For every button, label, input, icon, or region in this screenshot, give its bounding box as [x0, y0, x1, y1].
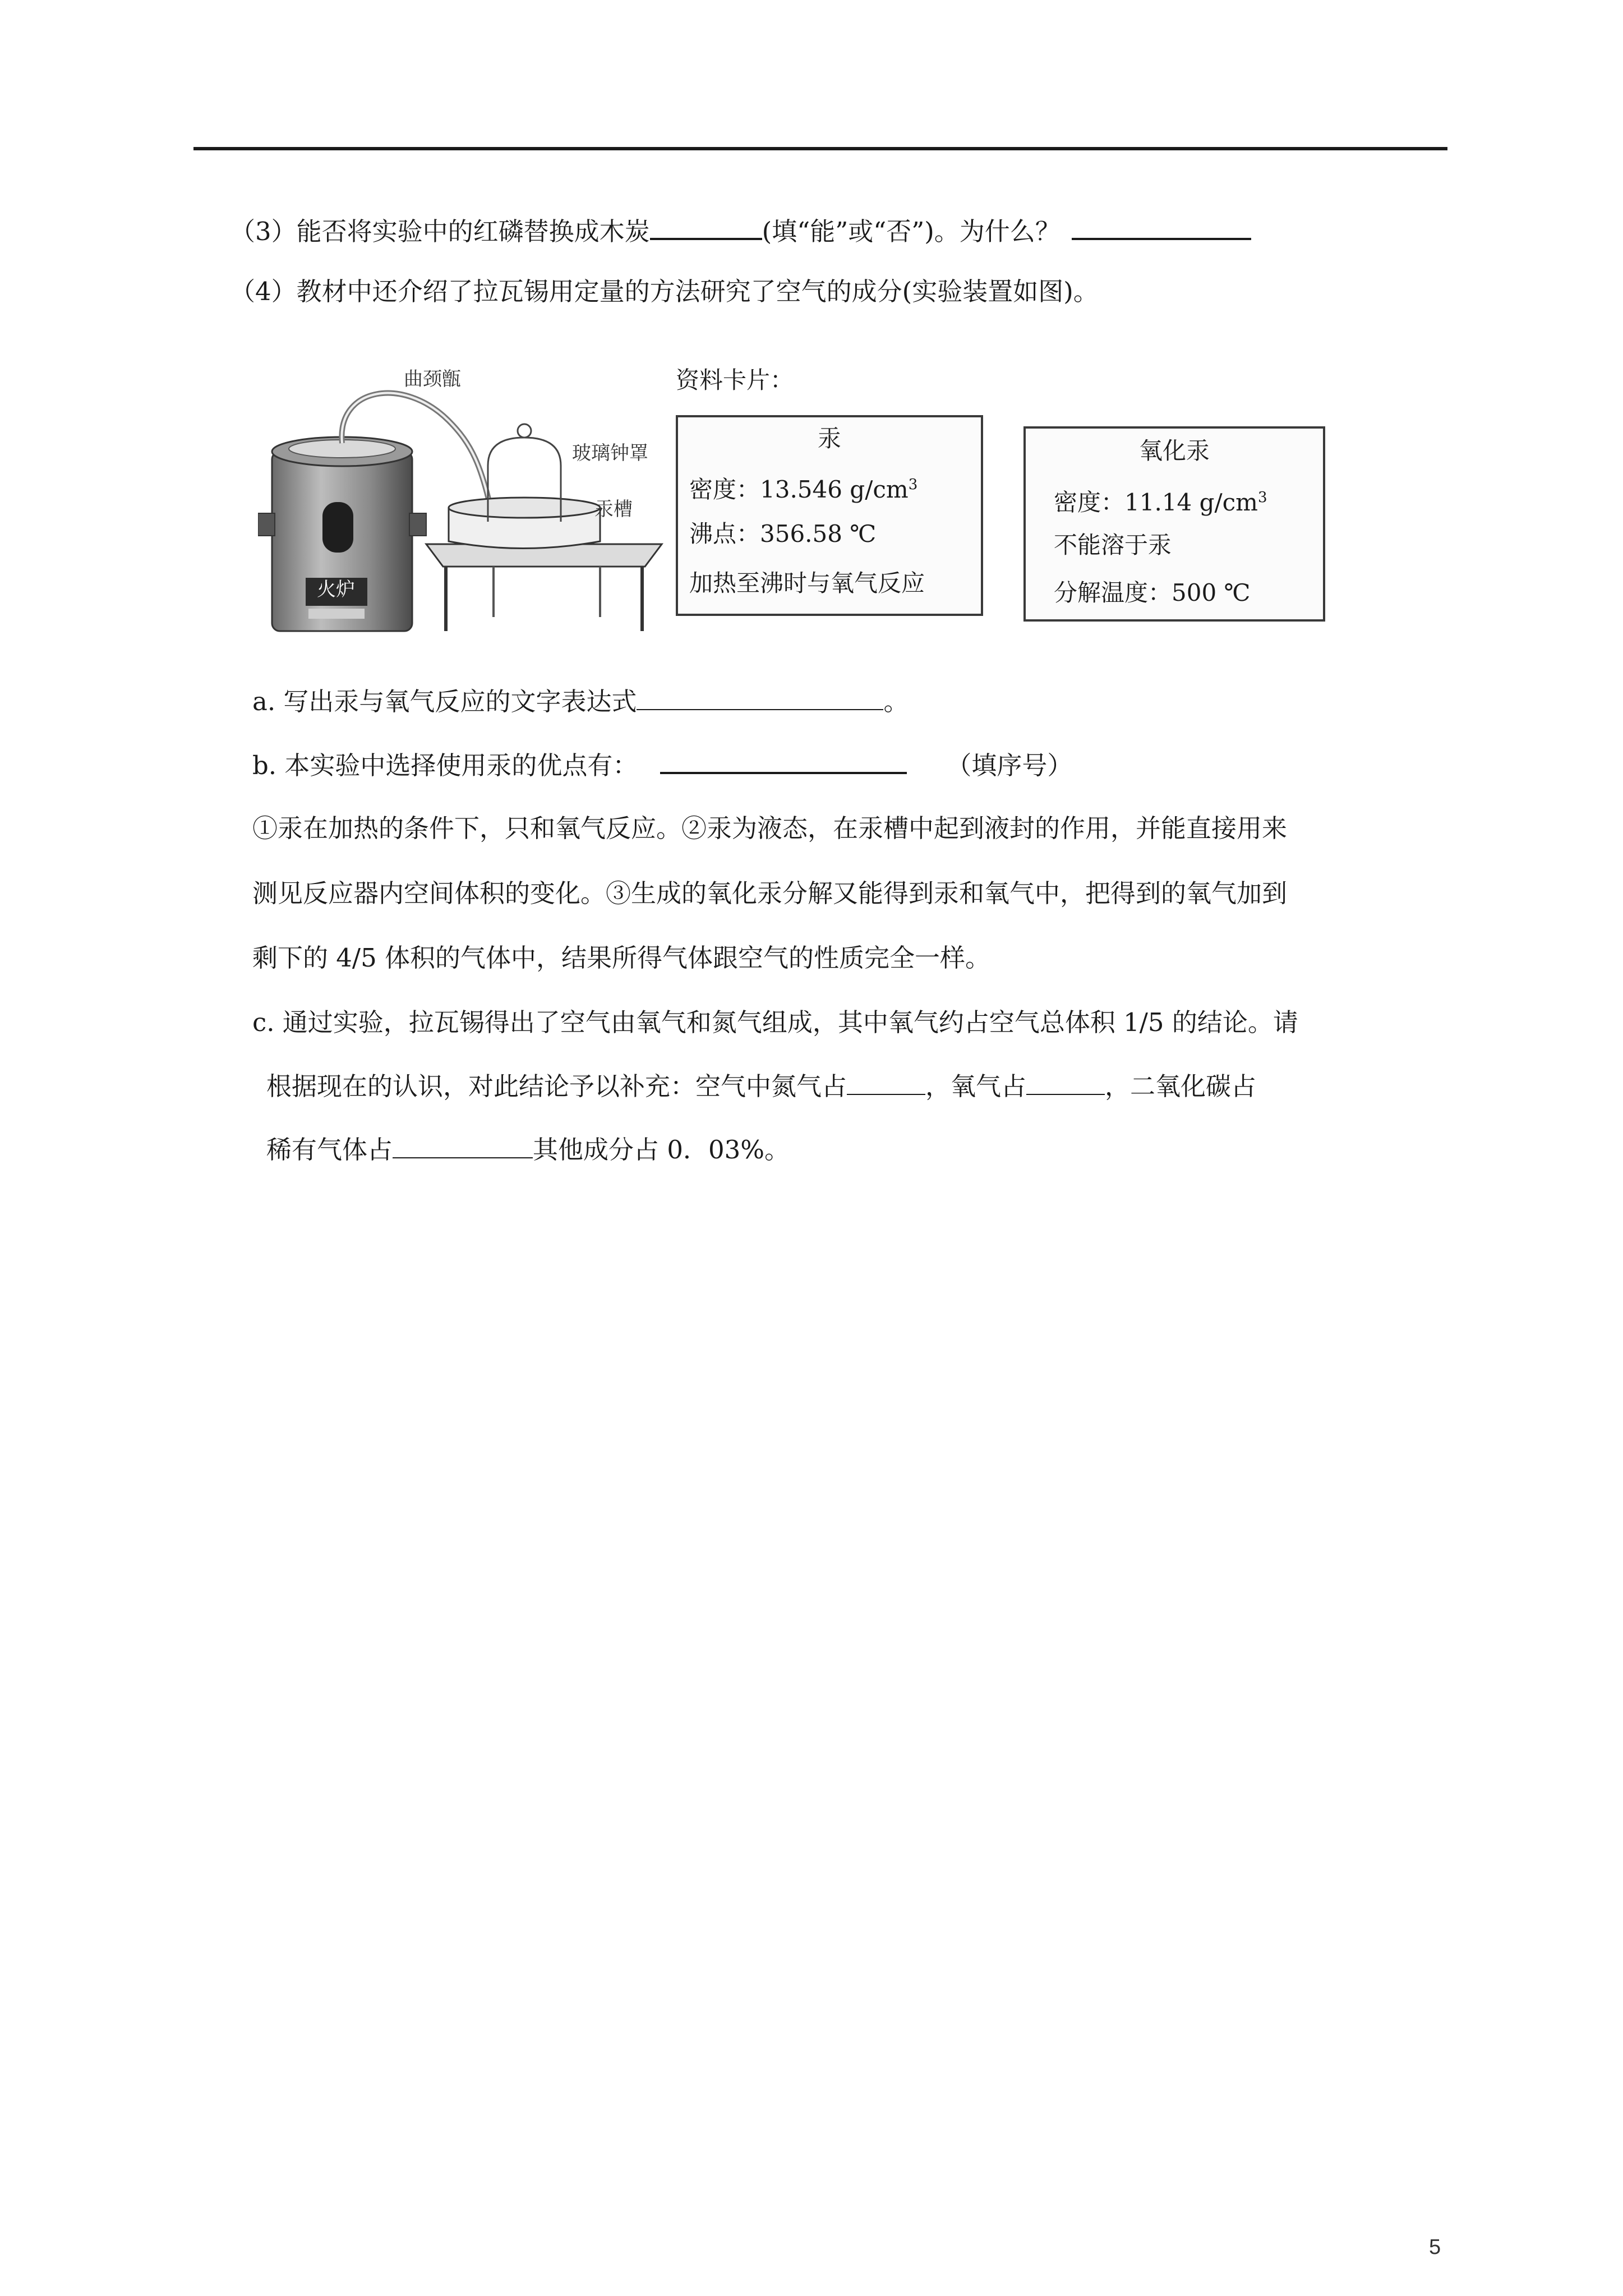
page-number: 5 — [1429, 2235, 1441, 2259]
answer-blank-3a[interactable] — [650, 213, 762, 240]
question-c-line-2a: 根据现在的认识，对此结论予以补充：空气中氮气占 — [266, 1071, 847, 1101]
question-c-line-3 — [266, 1133, 790, 1167]
question-c-line-1: c. 通过实验，拉瓦锡得出了空气由氧气和氮气组成，其中氧气约占空气总体积 1/5 的结论。请 — [252, 1007, 1298, 1037]
question-c-line-3a: 稀有气体占 — [266, 1135, 393, 1165]
answer-blank-rare-gas[interactable] — [393, 1133, 533, 1158]
question-a — [252, 684, 909, 719]
furnace-icon — [258, 437, 426, 631]
card-mercury-oxide — [1023, 426, 1325, 622]
answer-blank-b[interactable] — [660, 747, 907, 774]
answer-blank-oxygen[interactable] — [1026, 1069, 1105, 1095]
question-a-end: 。 — [883, 687, 909, 716]
question-3-prefix: （3）能否将实验中的红磷替换成木炭 — [230, 217, 650, 246]
answer-blank-nitrogen[interactable] — [847, 1069, 925, 1095]
question-b-text: b. 本实验中选择使用汞的优点有： — [252, 751, 638, 780]
question-c-line-2c: ，二氧化碳占 — [1105, 1071, 1257, 1101]
answer-blank-3b[interactable] — [1072, 213, 1251, 240]
figure — [258, 353, 1352, 645]
card-mercury-density: 密度：13.546 $g/cm^3$ — [689, 476, 918, 503]
card-mercury — [676, 415, 983, 616]
question-a-text: a. 写出汞与氧气反应的文字表达式 — [252, 687, 637, 716]
card-mercury-boiling: 沸点：356.58 ℃ — [689, 520, 877, 547]
label-bell-jar: 玻璃钟罩 — [572, 442, 648, 464]
options-line-2: 测见反应器内空间体积的变化。③生成的氧化汞分解又能得到汞和氧气中，把得到的氧气加到 — [252, 878, 1288, 908]
card-mercury-title: 汞 — [817, 425, 841, 452]
card-mercury-reaction: 加热至沸时与氧气反应 — [689, 569, 925, 597]
question-3 — [230, 213, 1251, 249]
question-c-line-2b: ，氧气占 — [925, 1071, 1027, 1101]
question-b — [252, 747, 1072, 783]
header-rule — [193, 147, 1447, 150]
trough-icon — [449, 498, 600, 549]
options-line-1: ①汞在加热的条件下，只和氧气反应。②汞为液态，在汞槽中起到液封的作用，并能直接用来 — [252, 813, 1288, 843]
options-line-3: 剩下的 4/5 体积的气体中，结果所得气体跟空气的性质完全一样。 — [252, 943, 991, 973]
table-icon — [426, 544, 662, 631]
label-trough: 汞槽 — [594, 498, 633, 521]
question-c-line-2 — [266, 1069, 1256, 1103]
label-retort: 曲颈甑 — [404, 368, 461, 390]
answer-blank-a[interactable] — [637, 684, 883, 710]
question-b-hint: （填序号） — [946, 751, 1073, 780]
cards-caption: 资料卡片： — [676, 366, 794, 394]
card-oxide-decomp: 分解温度：500 ℃ — [1054, 579, 1251, 606]
label-furnace: 火炉 — [317, 578, 355, 601]
card-oxide-density: 密度：11.14 $g/cm^3$ — [1054, 489, 1267, 516]
question-c-line-3b: 其他成分占 0．03%。 — [533, 1135, 790, 1165]
card-oxide-title: 氧化汞 — [1138, 437, 1210, 464]
card-oxide-insoluble: 不能溶于汞 — [1054, 531, 1172, 559]
question-4-intro: （4）教材中还介绍了拉瓦锡用定量的方法研究了空气的成分(实验装置如图)。 — [230, 277, 1099, 306]
question-3-middle: (填“能”或“否”)。为什么？ — [762, 217, 1061, 246]
